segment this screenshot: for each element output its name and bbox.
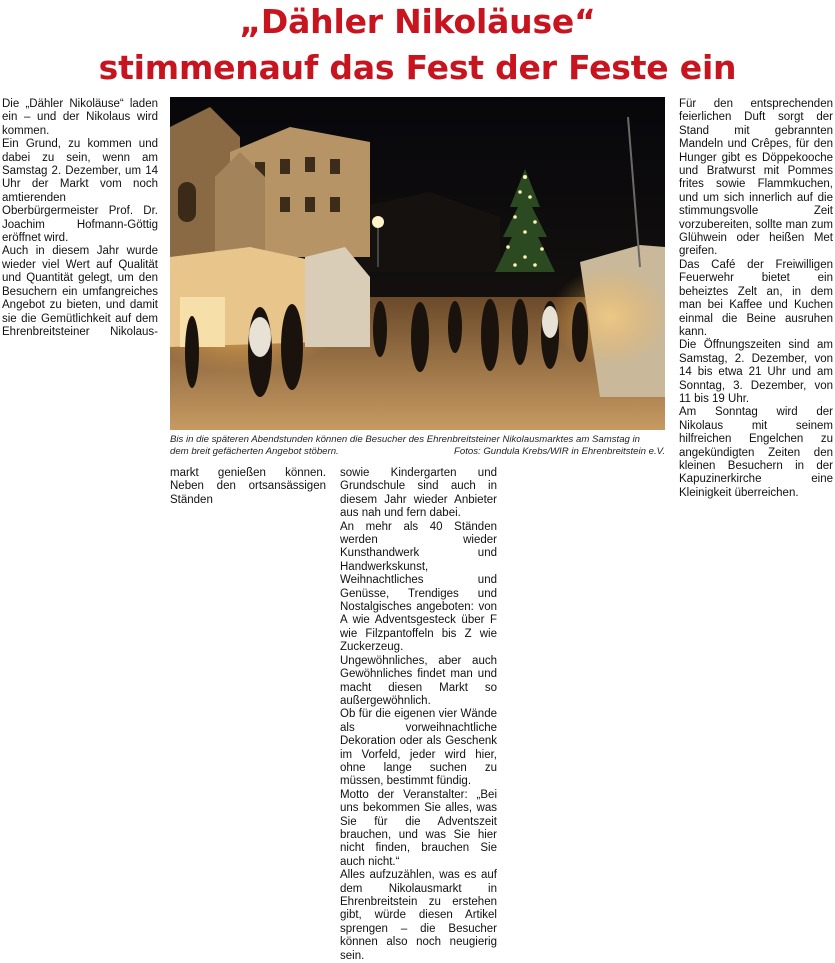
- caption-text-line-1: Bis in die späteren Abendstunden können die Besucher des Ehrenbreitsteiner Nikolausmarktes am Samstag in: [170, 434, 641, 445]
- paragraph: Ungewöhnliches, aber auch Gewöhnliches findet man und macht diesen Markt so außergewöhnlich.: [340, 654, 497, 707]
- article-column-2: [170, 467, 326, 507]
- headline-line-2: stimmenauf das Fest der Feste ein: [98, 48, 737, 87]
- paragraph: Alles aufzuzählen, was es auf dem Nikolausmarkt in Ehrenbreitstein zu erstehen gibt, würde diesen Artikel sprengen – die Besucher können also noch neugierig sein.: [340, 869, 497, 962]
- paragraph: markt genießen können. Neben den ortsansässigen Ständen: [170, 467, 326, 506]
- paragraph: Ein Grund, zu kommen und dabei zu sein, wenn am Samstag 2. Dezember, um 14 Uhr der Markt vom noch amtierenden Oberbürgermeister Prof. Dr. Joachim Hofmann-Göttig eröffnet wird.: [2, 138, 158, 245]
- paragraph: Motto der Veranstalter: „Bei uns bekommen Sie alles, was Sie für die Adventszeit brauchen, und was Sie hier nicht finden, brauchen Sie auch nicht.“: [340, 788, 497, 868]
- headline-line-1: „Dähler Nikoläuse“: [239, 2, 596, 41]
- paragraph: Für den entsprechenden feierlichen Duft sorgt der Stand mit gebrannten Mandeln und Crêpes, für den Hunger gibt es Döppekooche und Bratwurst mit Pommes frites sowie Flammkuchen, und um sich innerlich auf die stimmungsvolle Zeit vorzubereiten, sollte man zum Glühwein oder heißen Met greifen.: [679, 98, 833, 258]
- caption-text-line-2: dem breit gefächerten Angebot stöbern.: [170, 446, 339, 457]
- paragraph: Das Café der Freiwilligen Feuerwehr bietet ein beheiztes Zelt an, in dem man bei Kaffee und Kuchen einmal die Beine ausruhen kann.: [679, 258, 833, 338]
- article-column-4: [679, 98, 833, 500]
- paragraph: Die „Dähler Nikoläuse“ laden ein – und der Nikolaus wird kommen.: [2, 98, 158, 137]
- photo-credit: Fotos: Gundula Krebs/WIR in Ehrenbreitstein e.V.: [454, 446, 665, 457]
- article-column-1: [2, 98, 158, 339]
- paragraph: Am Sonntag wird der Nikolaus mit seinem hilfreichen Engelchen zu angekündigten Zeiten den kleinen Besuchern in der Kapuzinerkirche eine Kleinigkeit überreichen.: [679, 406, 833, 499]
- paragraph: Die Öffnungszeiten sind am Samstag, 2. Dezember, von 14 bis etwa 21 Uhr und am Sonntag, 3. Dezember, von 11 bis 19 Uhr.: [679, 339, 833, 405]
- paragraph: Auch in diesem Jahr wurde wieder viel Wert auf Qualität und Quantität gelegt, um den Besuchern ein umfangreiches Angebot zu bieten, und damit sie die Gemütlichkeit auf dem Ehrenbreitsteiner Nikolaus-: [2, 245, 158, 338]
- paragraph: Ob für die eigenen vier Wände als vorweihnachtliche Dekoration oder als Geschenk im Vorfeld, jeder wird hier, ohne lange suchen zu müssen, bestimmt fündig.: [340, 708, 497, 788]
- paragraph: sowie Kindergarten und Grundschule sind auch in diesem Jahr wieder Anbieter aus nah und fern dabei.: [340, 467, 497, 520]
- article-column-3: [340, 467, 497, 963]
- christmas-market-photo: [170, 97, 665, 430]
- photo-caption: [170, 434, 665, 458]
- paragraph: An mehr als 40 Ständen werden wieder Kunsthandwerk und Handwerkskunst, Weihnachtliches und Genüsse, Trendiges und Nostalgisches angeboten: von A wie Adventsgesteck über F wie Filzpantoffeln bis Z wie Zuckerzeug.: [340, 520, 497, 654]
